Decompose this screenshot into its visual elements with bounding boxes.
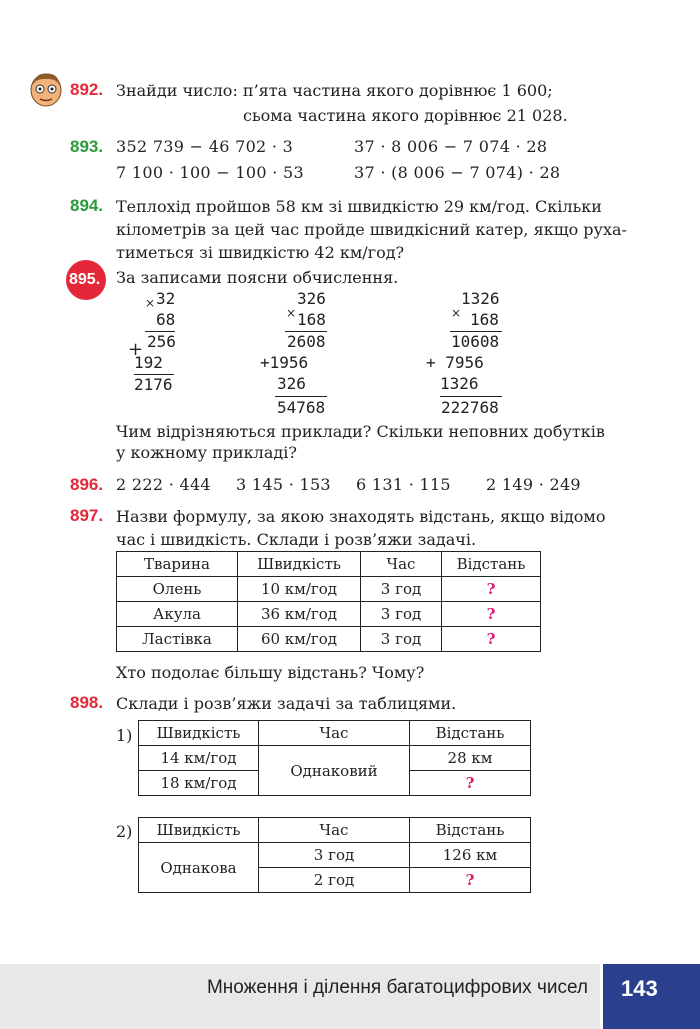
table-row (139, 843, 531, 868)
table-header: Тварина (117, 552, 238, 577)
times-sign: × (286, 306, 297, 320)
table-cell: ? (442, 602, 541, 627)
expression: 2 222 · 444 (116, 475, 211, 494)
table-header: Час (259, 721, 410, 746)
exercise-number: 892. (70, 80, 104, 99)
factor: 168 (470, 310, 499, 329)
table-cell: 36 км/год (238, 602, 361, 627)
page-footer (0, 964, 600, 1029)
table-cell: 3 год (361, 577, 442, 602)
partial-product: 256 (147, 332, 176, 351)
partial-product: 192 (134, 353, 163, 372)
table-row (117, 577, 541, 602)
exercise-text: Склади і розв’яжи задачі за таблицями. (116, 694, 457, 713)
exercise-text: кілометрів за цей час пройде швидкісний катер, якщо руха- (116, 220, 627, 239)
plus-sign: + (128, 339, 144, 360)
table-cell: Однаковий (259, 746, 410, 796)
exercise-text: у кожному прикладі? (116, 443, 297, 462)
partial-product: 326 (277, 374, 306, 393)
times-sign: × (451, 306, 462, 320)
table-header: Швидкість (139, 721, 259, 746)
table-cell: 28 км (410, 746, 531, 771)
table-cell: 60 км/год (238, 627, 361, 652)
exercise-text: Теплохід пройшов 58 км зі швидкістю 29 км/год. Скільки (116, 197, 602, 216)
table-label: 2) (116, 822, 133, 841)
table-header: Відстань (442, 552, 541, 577)
expression: 37 · (8 006 − 7 074) · 28 (354, 163, 561, 182)
partial-product: +1956 (260, 353, 309, 372)
table-cell: 3 год (361, 602, 442, 627)
chapter-title: Множення і ділення багатоцифрових чисел (206, 977, 588, 998)
expression: 37 · 8 006 − 7 074 · 28 (354, 137, 548, 156)
table-cell: ? (442, 627, 541, 652)
exercise-text: Знайди число: п’ята частина якого дорівнює 1 600; (116, 81, 553, 100)
table-row (117, 627, 541, 652)
partial-product: + 7956 (426, 353, 484, 372)
table-cell: Олень (117, 577, 238, 602)
table-cell: 10 км/год (238, 577, 361, 602)
table-header: Швидкість (238, 552, 361, 577)
speed-table (116, 551, 541, 652)
table-2 (138, 817, 531, 893)
expression: 6 131 · 115 (356, 475, 451, 494)
table-cell: 2 год (259, 868, 410, 893)
expression: 352 739 − 46 702 · 3 (116, 137, 294, 156)
table-cell: 14 км/год (139, 746, 259, 771)
exercise-text: тиметься зі швидкістю 42 км/год? (116, 243, 405, 262)
mascot-face-icon (28, 70, 64, 108)
table-cell: Однакова (139, 843, 259, 893)
table-1 (138, 720, 531, 796)
table-cell: Ластівка (117, 627, 238, 652)
exercise-number: 896. (70, 475, 104, 494)
product: 54768 (277, 398, 326, 417)
table-cell: ? (410, 771, 531, 796)
factor: 326 (297, 289, 326, 308)
factor: 1326 (461, 289, 500, 308)
table-cell: ? (410, 868, 531, 893)
exercise-number: 897. (70, 506, 104, 525)
exercise-text: Чим відрізняються приклади? Скільки неповних добутків (116, 422, 605, 441)
exercise-text: Хто подолає більшу відстань? Чому? (116, 663, 425, 682)
expression: 3 145 · 153 (236, 475, 331, 494)
factor: 68 (156, 310, 176, 329)
table-cell: 3 год (361, 627, 442, 652)
exercise-text: Назви формулу, за якою знаходять відстань, якщо відомо (116, 507, 606, 526)
table-header: Відстань (410, 818, 531, 843)
page-number: 143 (621, 976, 658, 1001)
exercise-number: 895. (69, 271, 101, 288)
table-cell: 126 км (410, 843, 531, 868)
table-cell: ? (442, 577, 541, 602)
partial-product: 1326 (440, 374, 479, 393)
table-row (139, 746, 531, 771)
table-header: Час (259, 818, 410, 843)
exercise-number: 894. (70, 196, 104, 215)
exercise-text: час і швидкість. Склади і розв’яжи задачі. (116, 530, 477, 549)
product: 2176 (134, 375, 173, 394)
exercise-text: За записами поясни обчислення. (116, 268, 399, 287)
partial-product: 2608 (287, 332, 326, 351)
table-cell: Акула (117, 602, 238, 627)
table-header: Відстань (410, 721, 531, 746)
table-row (117, 602, 541, 627)
page-number-box (603, 964, 700, 1029)
times-sign: × (145, 296, 156, 310)
expression: 2 149 · 249 (486, 475, 581, 494)
partial-product: 10608 (451, 332, 500, 351)
table-header: Швидкість (139, 818, 259, 843)
exercise-number: 898. (70, 693, 104, 712)
expression: 7 100 · 100 − 100 · 53 (116, 163, 304, 182)
exercise-text: сьома частина якого дорівнює 21 028. (243, 106, 568, 125)
table-cell: 18 км/год (139, 771, 259, 796)
factor: 168 (297, 310, 326, 329)
table-header: Час (361, 552, 442, 577)
table-label: 1) (116, 726, 133, 745)
table-cell: 3 год (259, 843, 410, 868)
product: 222768 (441, 398, 499, 417)
exercise-number: 893. (70, 137, 104, 156)
factor: 32 (156, 289, 176, 308)
